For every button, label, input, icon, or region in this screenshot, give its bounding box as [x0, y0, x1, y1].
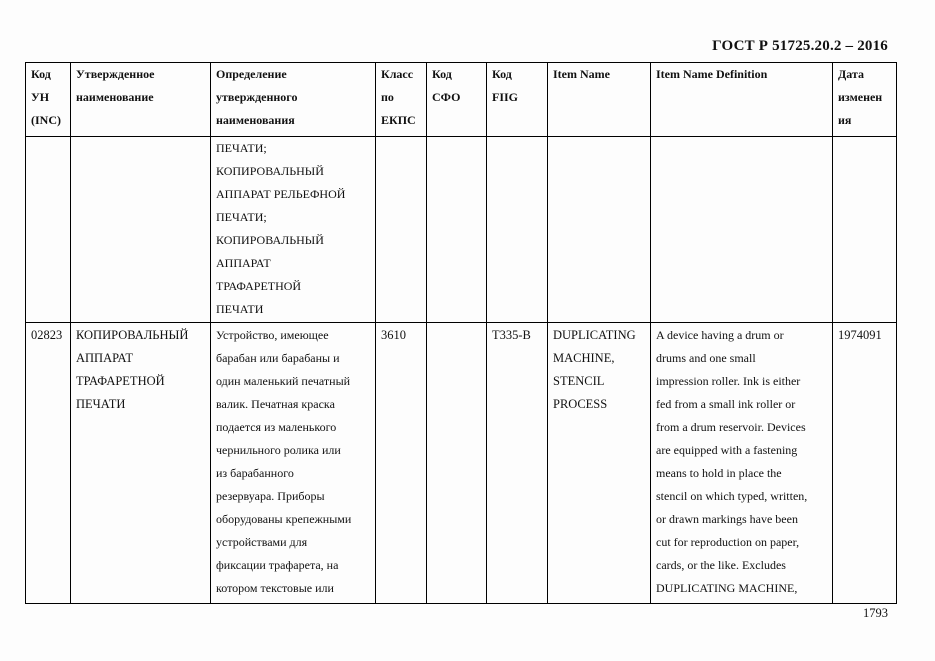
header-approved-name: Утвержденное наименование — [71, 63, 211, 137]
cell-item-name-definition — [651, 137, 833, 323]
cell-item-name: DUPLICATING MACHINE, STENCIL PROCESS — [548, 323, 651, 604]
cell-sfo — [427, 323, 487, 604]
cell-item-name — [548, 137, 651, 323]
document-code: ГОСТ Р 51725.20.2 – 2016 — [712, 38, 888, 54]
cell-inc — [26, 137, 71, 323]
header-item-name-definition: Item Name Definition — [651, 63, 833, 137]
header-fiig: Код FIIG — [487, 63, 548, 137]
header-inc: Код УН (INC) — [26, 63, 71, 137]
cell-inc: 02823 — [26, 323, 71, 604]
cell-fiig — [487, 137, 548, 323]
cell-definition: Устройство, имеющее барабан или барабаны и один маленький печатный валик. Печатная краска подается из маленького чернильного ролика или из барабанного резервуара. Приборы оборудованы крепежными устройствами для фиксации трафарета, на котором текстовые или — [211, 323, 376, 604]
cell-fiig: T335-B — [487, 323, 548, 604]
cell-definition: ПЕЧАТИ; КОПИРОВАЛЬНЫЙ АППАРАТ РЕЛЬЕФНОЙ ПЕЧАТИ; КОПИРОВАЛЬНЫЙ АППАРАТ ТРАФАРЕТНОЙ ПЕЧАТИ — [211, 137, 376, 323]
header-definition: Определение утвержденного наименования — [211, 63, 376, 137]
header-date: Дата изменен ия — [833, 63, 897, 137]
header-item-name: Item Name — [548, 63, 651, 137]
page-number: 1793 — [863, 606, 888, 620]
table-row — [26, 323, 897, 604]
cell-approved-name: КОПИРОВАЛЬНЫЙ АППАРАТ ТРАФАРЕТНОЙ ПЕЧАТИ — [71, 323, 211, 604]
cell-date: 1974091 — [833, 323, 897, 604]
nomenclature-table — [25, 62, 897, 604]
cell-ekps: 3610 — [376, 323, 427, 604]
cell-date — [833, 137, 897, 323]
header-ekps: Класс по ЕКПС — [376, 63, 427, 137]
cell-ekps — [376, 137, 427, 323]
header-sfo: Код СФО — [427, 63, 487, 137]
table-row-continuation — [26, 137, 897, 323]
cell-item-name-definition: A device having a drum or drums and one small impression roller. Ink is either fed from a small ink roller or from a drum reservoir. Devices are equipped with a fastening means to hold in place the stencil on which typed, written, or drawn markings have been cut for reproduction on paper, cards, or the like. Excludes DUPLICATING MACHINE, — [651, 323, 833, 604]
table-header-row — [26, 63, 897, 137]
cell-sfo — [427, 137, 487, 323]
cell-approved-name — [71, 137, 211, 323]
